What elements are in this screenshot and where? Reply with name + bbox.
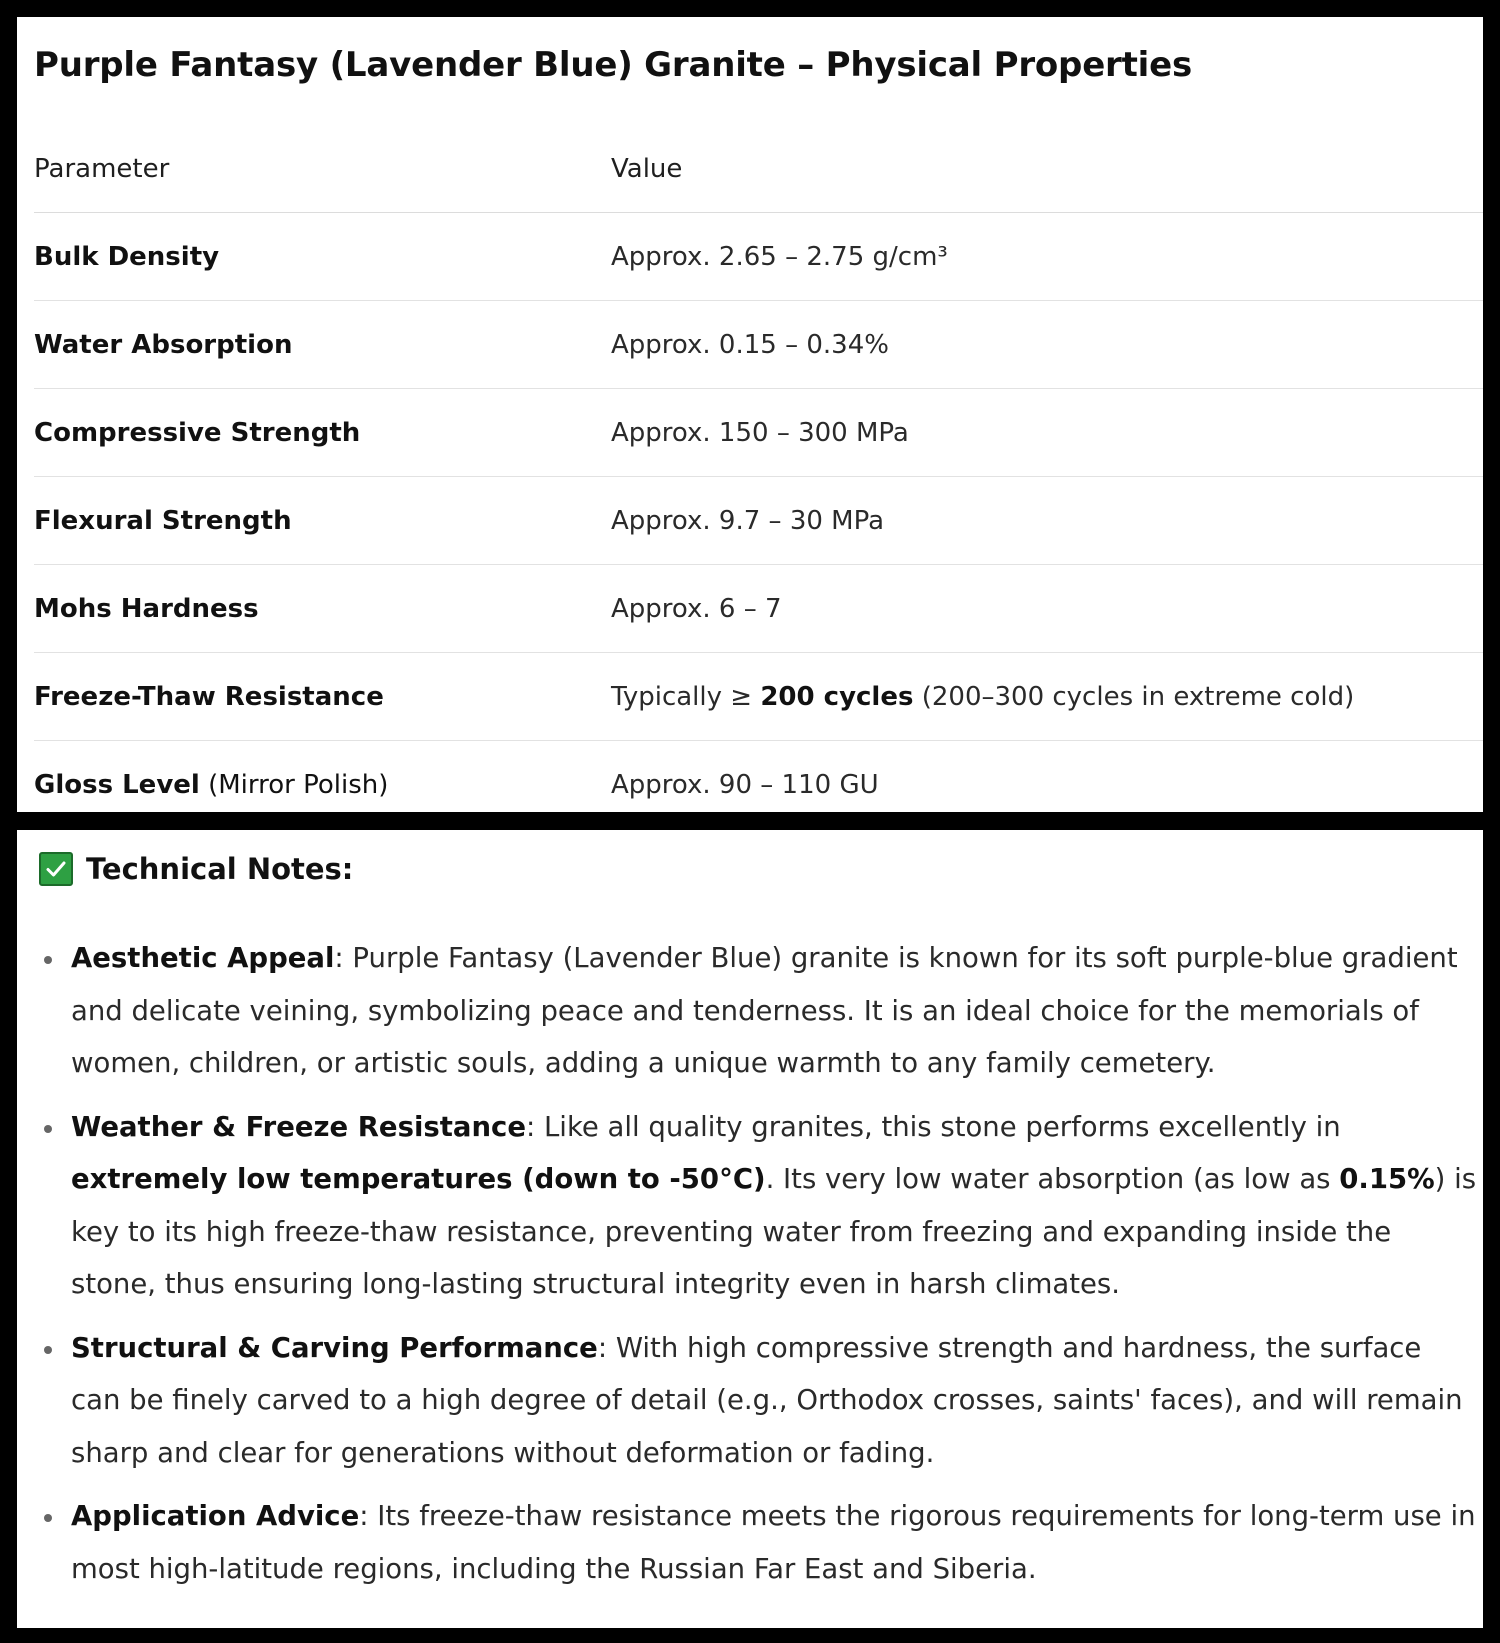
parameter-name: Freeze-Thaw Resistance bbox=[34, 653, 611, 741]
table-row bbox=[34, 741, 1483, 829]
check-mark-icon bbox=[39, 852, 73, 886]
parameter-name: Water Absorption bbox=[34, 301, 611, 389]
note-label: Structural & Carving Performance bbox=[71, 1331, 598, 1364]
note-emphasis: extremely low temperatures (down to -50°C) bbox=[71, 1163, 766, 1195]
parameter-value: Approx. 2.65 – 2.75 g/cm³ bbox=[611, 213, 1483, 301]
properties-panel bbox=[17, 17, 1483, 812]
table-header-row bbox=[34, 125, 1483, 213]
value-text: (200–300 cycles in extreme cold) bbox=[913, 681, 1355, 712]
parameter-value: Approx. 0.15 – 0.34% bbox=[611, 301, 1483, 389]
parameter-value bbox=[611, 653, 1483, 741]
parameter-name: Flexural Strength bbox=[34, 477, 611, 565]
note-text: . Its very low water absorption (as low as bbox=[765, 1163, 1340, 1195]
note-text: : Its freeze-thaw resistance meets the rigorous requirements for long-term use in most high-latitude regions, including the Russian Far East and Siberia. bbox=[71, 1500, 1476, 1585]
parameter-name: Bulk Density bbox=[34, 213, 611, 301]
note-label: Application Advice bbox=[71, 1500, 360, 1532]
note-label: Weather & Freeze Resistance bbox=[71, 1110, 526, 1143]
table-row bbox=[34, 389, 1483, 477]
parameter-name-qualifier: (Mirror Polish) bbox=[199, 769, 389, 800]
note-text: : With high compressive strength and hardness, the surface can be finely carved to a high degree of detail (e.g., Orthodox crosses, saints' faces), and will remain sharp and clear for generations without deformation or fading. bbox=[71, 1331, 1463, 1469]
list-item bbox=[71, 932, 1477, 1090]
list-item bbox=[71, 1101, 1477, 1311]
properties-table bbox=[34, 125, 1483, 828]
table-row bbox=[34, 653, 1483, 741]
table-row bbox=[34, 301, 1483, 389]
parameter-value: Approx. 6 – 7 bbox=[611, 565, 1483, 653]
page-title: Purple Fantasy (Lavender Blue) Granite – Physical Properties bbox=[34, 45, 1193, 85]
parameter-value: Approx. 150 – 300 MPa bbox=[611, 389, 1483, 477]
note-text: ) is key to its high freeze-thaw resistance, preventing water from freezing and expanding inside the stone, thus ensuring long-lasting structural integrity even in harsh climates. bbox=[71, 1163, 1477, 1300]
notes-heading bbox=[39, 852, 353, 886]
table-row bbox=[34, 565, 1483, 653]
parameter-name bbox=[34, 741, 611, 829]
notes-heading-text: Technical Notes: bbox=[86, 852, 354, 886]
table-row bbox=[34, 477, 1483, 565]
note-text: : Purple Fantasy (Lavender Blue) granite is known for its soft purple-blue gradient and delicate veining, symbolizing peace and tenderness. It is an ideal choice for the memorials of women, children, or artistic souls, adding a unique warmth to any family cemetery. bbox=[71, 942, 1458, 1079]
value-text: Typically ≥ bbox=[611, 681, 761, 712]
column-header-parameter: Parameter bbox=[34, 125, 611, 213]
table-row bbox=[34, 213, 1483, 301]
parameter-value: Approx. 90 – 110 GU bbox=[611, 769, 879, 800]
value-emphasis: 200 cycles bbox=[760, 681, 914, 712]
parameter-name: Compressive Strength bbox=[34, 389, 611, 477]
column-header-value: Value bbox=[611, 125, 1483, 213]
notes-list bbox=[37, 932, 1477, 1606]
note-text: : Like all quality granites, this stone performs excellently in bbox=[525, 1110, 1341, 1143]
list-item bbox=[71, 1490, 1477, 1595]
note-label: Aesthetic Appeal bbox=[71, 942, 335, 974]
list-item bbox=[71, 1322, 1477, 1480]
parameter-name: Mohs Hardness bbox=[34, 565, 611, 653]
note-emphasis: 0.15% bbox=[1339, 1163, 1435, 1195]
parameter-name-text: Gloss Level bbox=[34, 769, 200, 800]
parameter-value: Approx. 9.7 – 30 MPa bbox=[611, 477, 1483, 565]
technical-notes-panel bbox=[17, 830, 1483, 1628]
